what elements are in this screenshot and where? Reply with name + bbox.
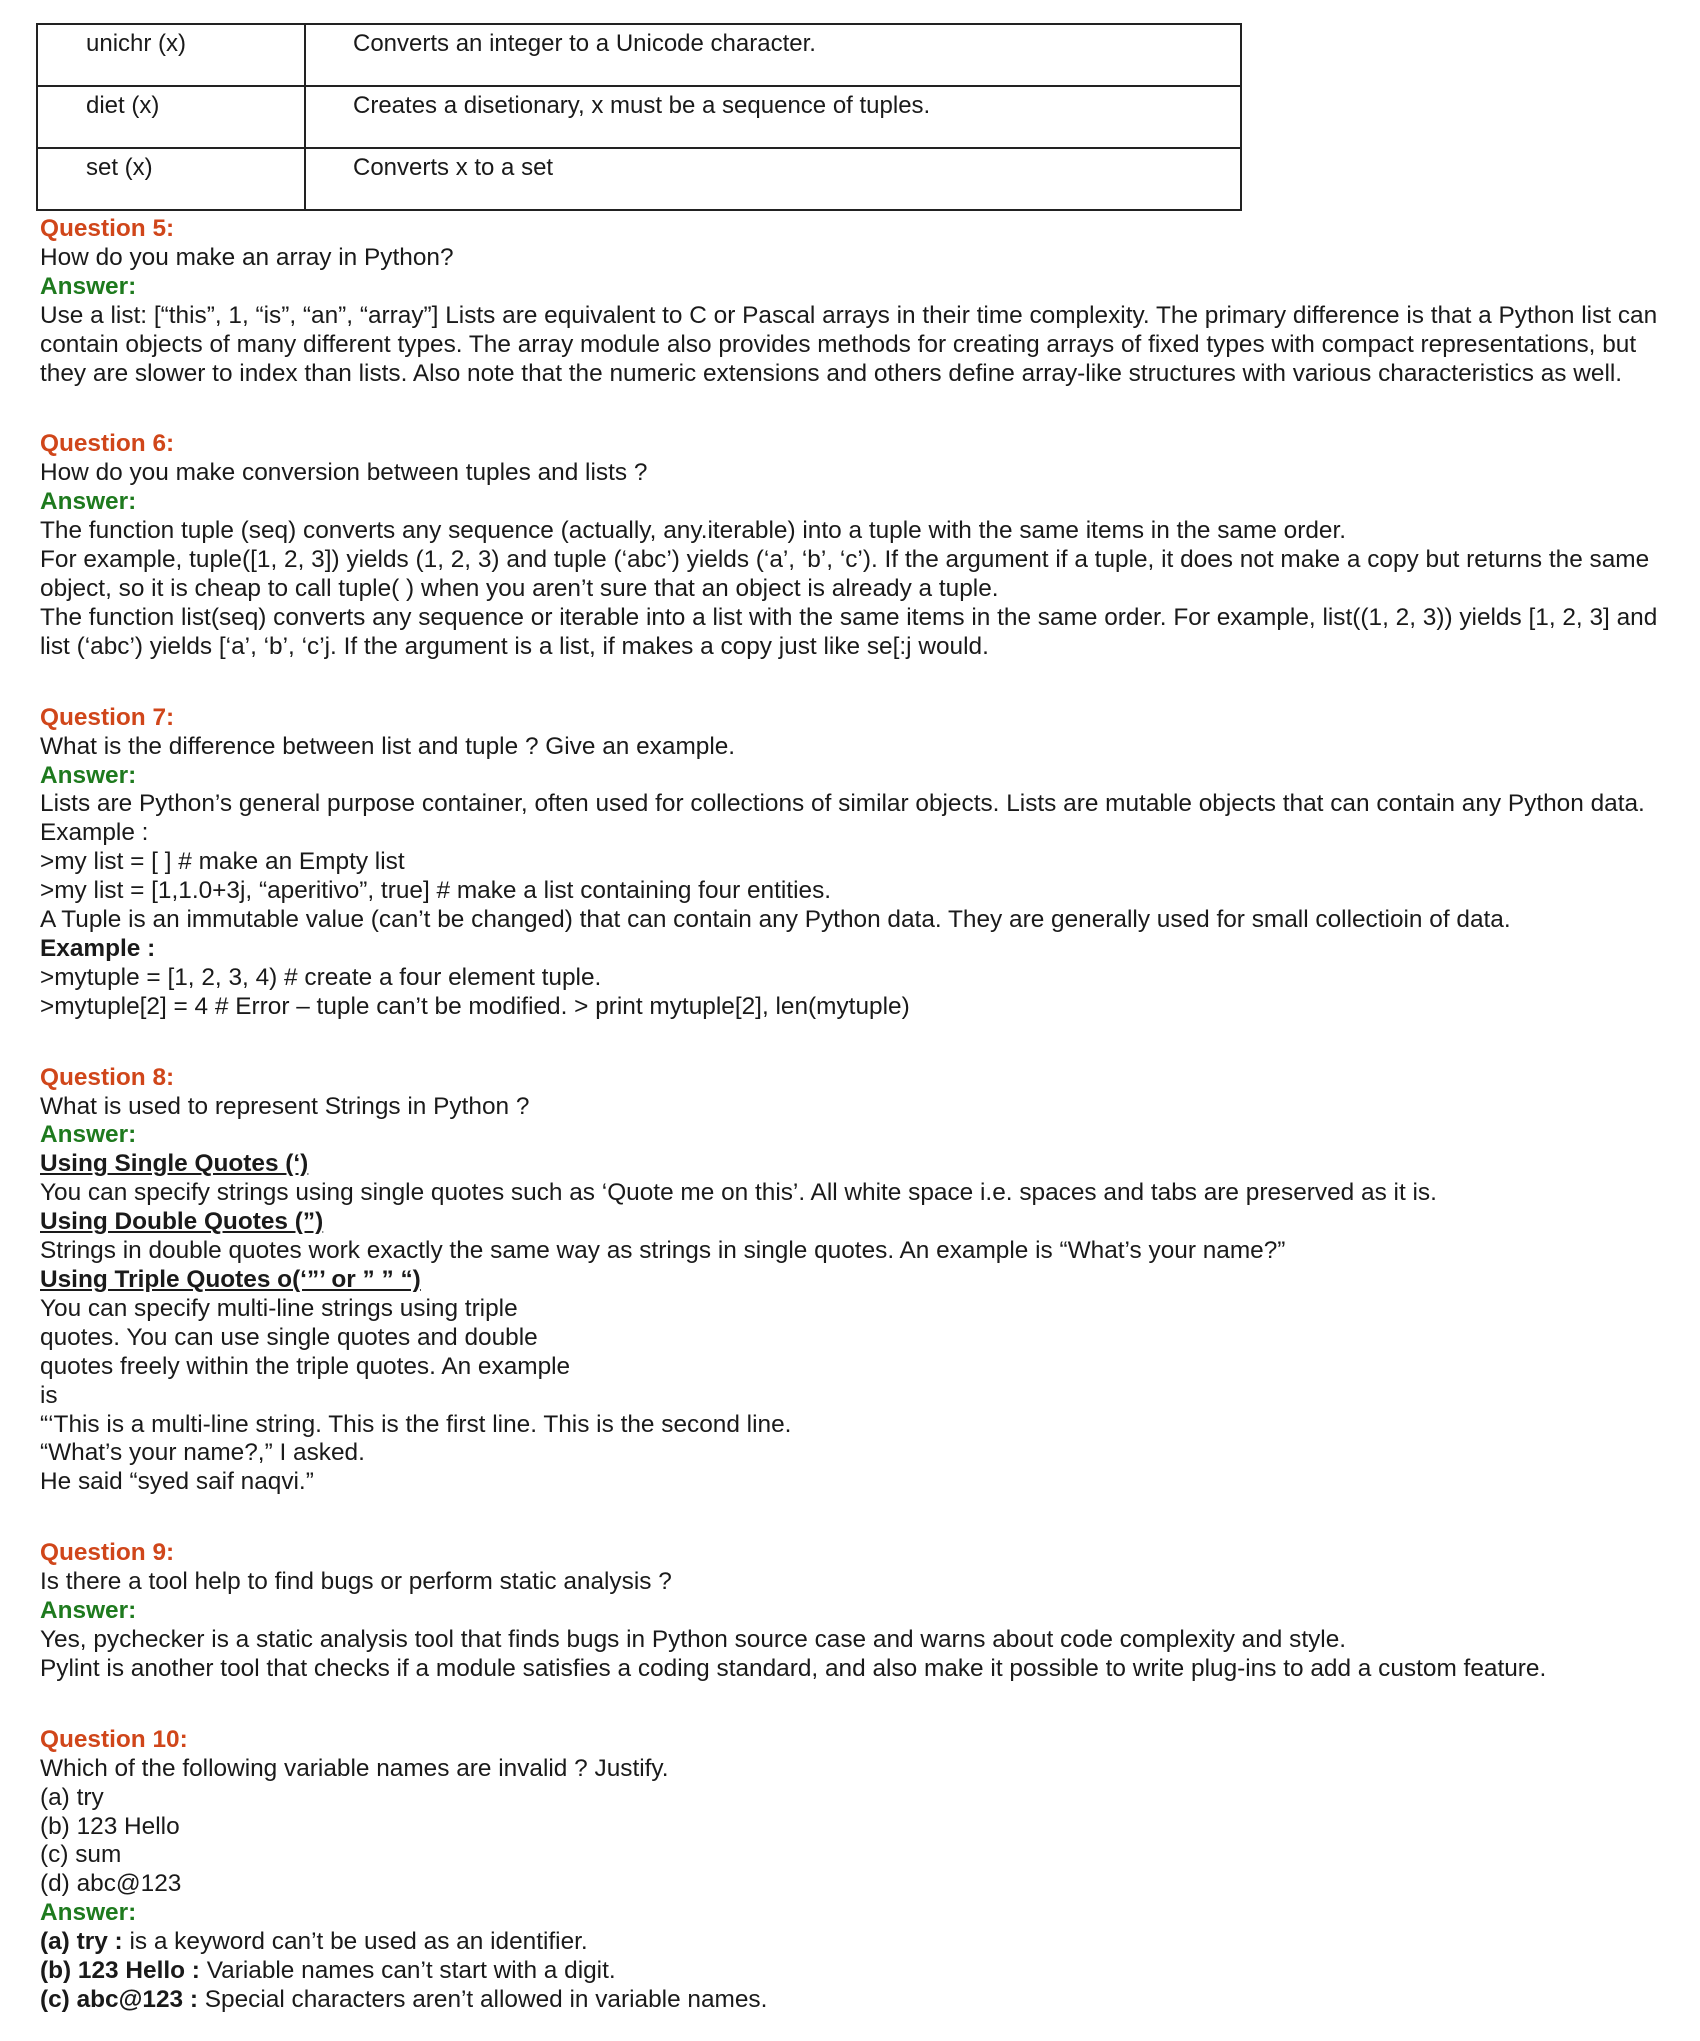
table-row bbox=[37, 86, 1241, 148]
answer-paragraph: Strings in double quotes work exactly the same way as strings in single quotes. An example is “What’s your name?” bbox=[40, 1237, 1286, 1265]
function-cell: set (x) bbox=[37, 148, 305, 210]
function-cell: unichr (x) bbox=[37, 24, 305, 86]
question-title: Question 7: bbox=[40, 703, 175, 731]
spacer bbox=[40, 662, 1670, 704]
code-line: >my list = [ ] # make an Empty list bbox=[40, 848, 405, 876]
function-cell: diet (x) bbox=[37, 86, 305, 148]
question-title: Question 6: bbox=[40, 430, 175, 458]
answer-key: (b) 123 Hello : bbox=[40, 1957, 200, 1985]
answer-item bbox=[40, 1957, 1670, 1986]
text-line: “‘This is a multi-line string. This is the first line. This is the second line. bbox=[40, 1410, 792, 1438]
answer-paragraph: You can specify strings using single quotes such as ‘Quote me on this’. All white space i.e. spaces and tabs are preserved as it is. bbox=[40, 1179, 1437, 1207]
answer-paragraph: Yes, pychecker is a static analysis tool that finds bugs in Python source case and warns about code complexity and style. bbox=[40, 1625, 1347, 1653]
question-text: Which of the following variable names are invalid ? Justify. bbox=[40, 1754, 669, 1782]
option-item: (a) try bbox=[40, 1783, 104, 1811]
option-item: (b) 123 Hello bbox=[40, 1812, 180, 1840]
question-9 bbox=[40, 1539, 1670, 1684]
answer-key: (a) try : bbox=[40, 1928, 123, 1956]
answer-label: Answer: bbox=[40, 488, 137, 516]
answer-label: Answer: bbox=[40, 1121, 137, 1149]
spacer bbox=[40, 1684, 1670, 1726]
question-text: What is used to represent Strings in Python ? bbox=[40, 1092, 530, 1120]
spacer bbox=[40, 388, 1670, 430]
question-title: Question 10: bbox=[40, 1725, 188, 1753]
text-line: quotes freely within the triple quotes. An example bbox=[40, 1352, 571, 1380]
answer-paragraph: Pylint is another tool that checks if a module satisfies a coding standard, and also make it possible to write plug-ins to add a custom feature. bbox=[40, 1654, 1547, 1682]
code-line: >my list = [1,1.0+3j, “aperitivo”, true] # make a list containing four entities. bbox=[40, 877, 832, 905]
subheading: Using Triple Quotes o(‘”’ or ” ” “) bbox=[40, 1266, 421, 1293]
answer-label: Answer: bbox=[40, 761, 137, 789]
description-cell: Converts an integer to a Unicode character. bbox=[305, 24, 1241, 86]
text-line: He said “syed saif naqvi.” bbox=[40, 1468, 314, 1496]
spacer bbox=[40, 1022, 1670, 1064]
table-row bbox=[37, 148, 1241, 210]
answer-label: Answer: bbox=[40, 1899, 137, 1927]
question-text: Is there a tool help to find bugs or perform static analysis ? bbox=[40, 1568, 672, 1596]
answer-label: Answer: bbox=[40, 272, 137, 300]
question-title: Question 9: bbox=[40, 1539, 175, 1567]
answer-paragraph: For example, tuple([1, 2, 3]) yields (1, 2, 3) and tuple (‘abc’) yields (‘a’, ‘b’, ‘c’). If the argument if a tuple, it does not make a copy but returns the same object, so it is cheap to call tuple( ) when you aren’t sure that an object is already a tuple. bbox=[40, 546, 1650, 602]
question-6 bbox=[40, 430, 1670, 661]
question-title: Question 8: bbox=[40, 1063, 175, 1091]
question-text: What is the difference between list and tuple ? Give an example. bbox=[40, 732, 736, 760]
option-item: (d) abc@123 bbox=[40, 1870, 182, 1898]
answer-paragraph: The function tuple (seq) converts any sequence (actually, any.iterable) into a tuple with the same items in the same order. bbox=[40, 517, 1347, 545]
text-line: You can specify multi-line strings using triple bbox=[40, 1294, 518, 1322]
question-text: How do you make an array in Python? bbox=[40, 243, 454, 271]
answer-explanation: is a keyword can’t be used as an identifier. bbox=[122, 1928, 588, 1956]
question-title: Question 5: bbox=[40, 215, 175, 242]
code-line: >mytuple = [1, 2, 3, 4) # create a four element tuple. bbox=[40, 963, 602, 991]
description-cell: Converts x to a set bbox=[305, 148, 1241, 210]
conversion-table bbox=[36, 23, 1242, 211]
answer-item bbox=[40, 1928, 1670, 1957]
answer-label: Answer: bbox=[40, 1597, 137, 1625]
question-5 bbox=[40, 215, 1670, 388]
answer-item bbox=[40, 1986, 1670, 2015]
answer-paragraph: The function list(seq) converts any sequence or iterable into a list with the same items in the same order. For example, list((1, 2, 3)) yields [1, 2, 3] and list (‘abc’) yields [‘a’, ‘b’, ‘c’j. If the argument is a list, if makes a copy just like se[:j would. bbox=[40, 603, 1658, 660]
answer-key: (c) abc@123 : bbox=[40, 1985, 198, 2013]
question-10 bbox=[40, 1726, 1670, 2015]
example-label: Example : bbox=[40, 934, 156, 962]
document-body bbox=[40, 215, 1670, 2015]
answer-explanation: Special characters aren’t allowed in variable names. bbox=[198, 1985, 768, 2013]
subheading: Using Double Quotes (”) bbox=[40, 1208, 324, 1236]
description-cell: Creates a disetionary, x must be a sequence of tuples. bbox=[305, 86, 1241, 148]
question-8 bbox=[40, 1064, 1670, 1498]
answer-explanation: Variable names can’t start with a digit. bbox=[199, 1957, 616, 1985]
text-line: “What’s your name?,” I asked. bbox=[40, 1439, 365, 1467]
question-7 bbox=[40, 704, 1670, 1022]
table-row bbox=[37, 24, 1241, 86]
answer-text: Use a list: [“this”, 1, “is”, “an”, “array”] Lists are equivalent to C or Pascal arrays in their time complexity. The primary difference is that a Python list can contain objects of many different types. The array module also provides methods for creating arrays of fixed types with compact representations, but they are slower to index than lists. Also note that the numeric extensions and others define array-like structures with various characteristics as well. bbox=[40, 301, 1658, 387]
answer-paragraph: Lists are Python’s general purpose container, often used for collections of similar objects. Lists are mutable objects that can contain any Python data. Example : bbox=[40, 790, 1645, 847]
text-line: quotes. You can use single quotes and double bbox=[40, 1323, 538, 1351]
code-line: >mytuple[2] = 4 # Error – tuple can’t be modified. > print mytuple[2], len(mytuple) bbox=[40, 992, 910, 1020]
option-item: (c) sum bbox=[40, 1841, 122, 1869]
text-line: is bbox=[40, 1381, 58, 1409]
question-text: How do you make conversion between tuples and lists ? bbox=[40, 459, 648, 487]
subheading: Using Single Quotes (‘) bbox=[40, 1150, 309, 1178]
answer-paragraph: A Tuple is an immutable value (can’t be changed) that can contain any Python data. They are generally used for small collectioin of data. bbox=[40, 906, 1511, 934]
spacer bbox=[40, 1497, 1670, 1539]
